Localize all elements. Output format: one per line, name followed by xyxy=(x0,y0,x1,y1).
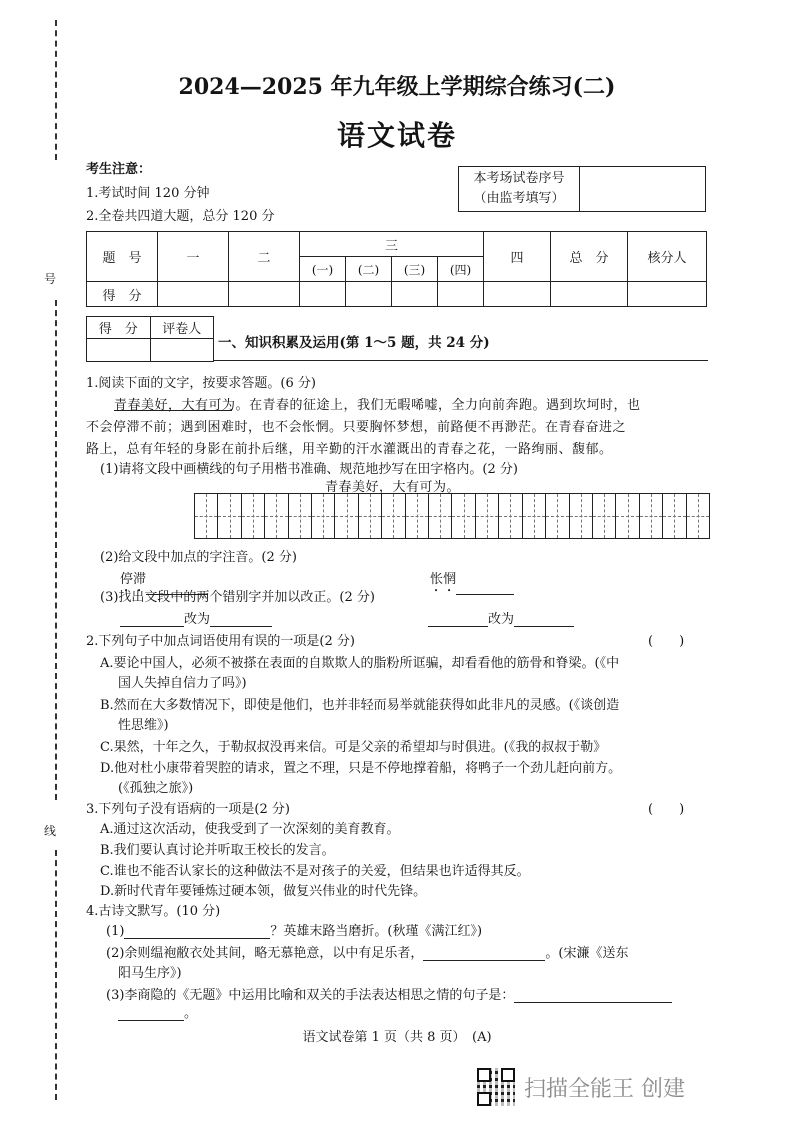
q2-stem: 2.下列句子中加点词语使用有误的一项是(2 分) xyxy=(86,634,355,649)
answer-blank[interactable] xyxy=(120,612,184,627)
q4-stem: 4.古诗文默写。(10 分) xyxy=(86,904,221,919)
col-section-1: 一 xyxy=(158,232,229,282)
binding-dashed-line xyxy=(55,850,57,1100)
word-b: 怅惘 xyxy=(430,572,457,587)
word-a: 停滞 xyxy=(120,572,147,587)
score-cell[interactable] xyxy=(300,282,346,307)
q3-option-d: D.新时代青年要锤炼过硬本领，做复兴伟业的时代先锋。 xyxy=(100,884,427,899)
notice-heading: 考生注意： xyxy=(86,162,152,177)
sub-col: (一) xyxy=(300,257,346,282)
q2-option-a: A.要论中国人，必须不被搽在表面的自欺欺人的脂粉所诓骗，却看看他的筋骨和脊梁。(《中 xyxy=(100,656,620,671)
score-cell[interactable] xyxy=(392,282,438,307)
score-table xyxy=(86,231,707,307)
grader-label: 评卷人 xyxy=(150,317,214,339)
q2-answer-paren[interactable]: ( ) xyxy=(648,634,685,649)
q2-option-c: C.果然，十年之久，于勒叔叔没再来信。可是父亲的希望却与时俱进。(《我的叔叔于勒》 xyxy=(100,740,607,755)
q1-passage-line: 不会停滞不前；遇到困难时，也不会怅惘。只要胸怀梦想，前路便不再渺茫。在青春奋进之 xyxy=(86,420,627,435)
score-cell[interactable] xyxy=(158,282,229,307)
answer-blank[interactable] xyxy=(210,612,272,627)
change-to-label: 改为 xyxy=(488,612,515,627)
seat-label-line2: （由监考填写） xyxy=(473,191,565,206)
grader-box xyxy=(86,316,214,362)
notice-item: 1.考试时间 120 分钟 xyxy=(86,186,210,201)
seat-number-label xyxy=(459,167,580,212)
row-label-score: 得 分 xyxy=(87,282,158,307)
section-1-title: 一、知识积累及运用(第 1～5 题，共 24 分) xyxy=(218,335,490,351)
sub-col: (三) xyxy=(392,257,438,282)
q2-option-b-cont: 性思维》) xyxy=(118,718,169,733)
margin-mark: 线 xyxy=(44,824,57,838)
score-cell[interactable] xyxy=(229,282,300,307)
answer-blank[interactable] xyxy=(514,612,574,627)
q1-sub3: (3)找出文段中的两个错别字并加以改正。(2 分) xyxy=(100,590,375,605)
col-total: 总 分 xyxy=(551,232,628,282)
q4-s1-prefix: (1) xyxy=(106,924,125,939)
row-label-question: 题 号 xyxy=(87,232,158,282)
q4-s3-end: 。 xyxy=(184,1006,198,1021)
correction-row-1 xyxy=(120,608,272,627)
score-cell[interactable] xyxy=(346,282,392,307)
q3-answer-paren[interactable]: ( ) xyxy=(648,802,685,817)
answer-blank[interactable] xyxy=(514,988,672,1003)
col-section-4: 四 xyxy=(484,232,551,282)
seat-number-box xyxy=(458,166,706,212)
q3-option-c: C.谁也不能否认家长的这种做法不是对孩子的关爱，但结果也许适得其反。 xyxy=(100,864,530,879)
margin-mark: 号 xyxy=(44,272,57,286)
q4-s3a: (3)李商隐的《无题》中运用比喻和双关的手法表达相思之情的句子是： xyxy=(106,988,515,1003)
q4-s1-suffix: ？英雄末路当磨折。(秋瑾《满江红》) xyxy=(270,924,483,939)
correction-row-2 xyxy=(428,608,574,627)
scanner-watermark: 扫描全能王 创建 xyxy=(524,1077,685,1102)
copy-text: 青春美好，大有可为。 xyxy=(325,480,461,495)
q3-stem: 3.下列句子没有语病的一项是(2 分) xyxy=(86,802,290,817)
change-to-label: 改为 xyxy=(184,612,211,627)
notice-item: 2.全卷共四道大题，总分 120 分 xyxy=(86,209,275,224)
q2-option-a-cont: 国人失掉自信力了吗》) xyxy=(118,676,247,691)
exam-title: 2024—2025 年九年级上学期综合练习(二) xyxy=(178,74,616,100)
score-cell[interactable] xyxy=(438,282,484,307)
col-checker: 核分人 xyxy=(628,232,707,282)
q2-option-d: D.他对杜小康带着哭腔的请求，置之不理，只是不停地撑着船，将鸭子一个劲儿赶向前方。 xyxy=(100,761,622,776)
q1-passage-line: 青春美好，大有可为。在青春的征途上，我们无暇唏嘘，全力向前奔跑。遇到坎坷时，也 xyxy=(114,398,641,413)
q4-s2b: 。(宋濂《送东 xyxy=(545,946,629,961)
pinyin-row-b xyxy=(430,568,514,595)
q2-option-d-cont: (《孤独之旅》) xyxy=(118,781,194,796)
answer-blank[interactable] xyxy=(456,580,514,595)
answer-blank[interactable] xyxy=(118,1006,184,1021)
q4-s1 xyxy=(106,920,482,939)
q4-s3 xyxy=(106,984,672,1003)
col-section-3: 三 xyxy=(300,232,484,257)
q1-sub2: (2)给文段中加点的字注音。(2 分) xyxy=(100,550,297,565)
q2-option-b: B.然而在大多数情况下，即使是他们，也并非轻而易举就能获得如此非凡的灵感。(《谈创造 xyxy=(100,698,620,713)
q1-passage-line: 路上，总有年轻的身影在前扑后继，用辛勤的汗水灌溉出的青春之花，一路绚丽、馥郁。 xyxy=(86,442,613,457)
sub-col: (四) xyxy=(438,257,484,282)
q3-option-b: B.我们要认真讨论并听取王校长的发言。 xyxy=(100,843,335,858)
passage-underline xyxy=(114,410,232,411)
binding-dashed-line xyxy=(55,300,57,800)
sub-col: (二) xyxy=(346,257,392,282)
qr-code-icon xyxy=(477,1068,515,1106)
q4-s2-cont: 阳马生序》) xyxy=(118,966,182,981)
grader-name-cell[interactable] xyxy=(150,339,214,362)
grader-score-label: 得 分 xyxy=(87,317,151,339)
grader-score-cell[interactable] xyxy=(87,339,151,362)
answer-blank[interactable] xyxy=(428,612,488,627)
section-divider xyxy=(214,360,708,361)
seat-label-line1: 本考场试卷序号 xyxy=(473,171,565,186)
q3-option-a: A.通过这次活动，使我受到了一次深刻的美育教育。 xyxy=(100,822,400,837)
q1-sub1: (1)请将文段中画横线的句子用楷书准确、规范地抄写在田字格内。(2 分) xyxy=(100,462,518,477)
score-cell[interactable] xyxy=(484,282,551,307)
score-cell[interactable] xyxy=(551,282,628,307)
answer-blank[interactable] xyxy=(124,924,270,939)
seat-number-field[interactable] xyxy=(580,167,706,212)
q1-stem: 1.阅读下面的文字，按要求答题。(6 分) xyxy=(86,376,316,391)
answer-blank[interactable] xyxy=(423,946,545,961)
q4-s2 xyxy=(106,942,629,961)
col-section-2: 二 xyxy=(229,232,300,282)
tianzige-grid[interactable] xyxy=(194,493,710,539)
subject-title: 语文试卷 xyxy=(336,119,457,152)
score-cell[interactable] xyxy=(628,282,707,307)
page-footer: 语文试卷第 1 页（共 8 页） (A) xyxy=(302,1030,492,1045)
q4-s3-cont xyxy=(118,1002,197,1021)
q4-s2a: (2)余则缊袍敝衣处其间，略无慕艳意，以中有足乐者， xyxy=(106,946,424,961)
